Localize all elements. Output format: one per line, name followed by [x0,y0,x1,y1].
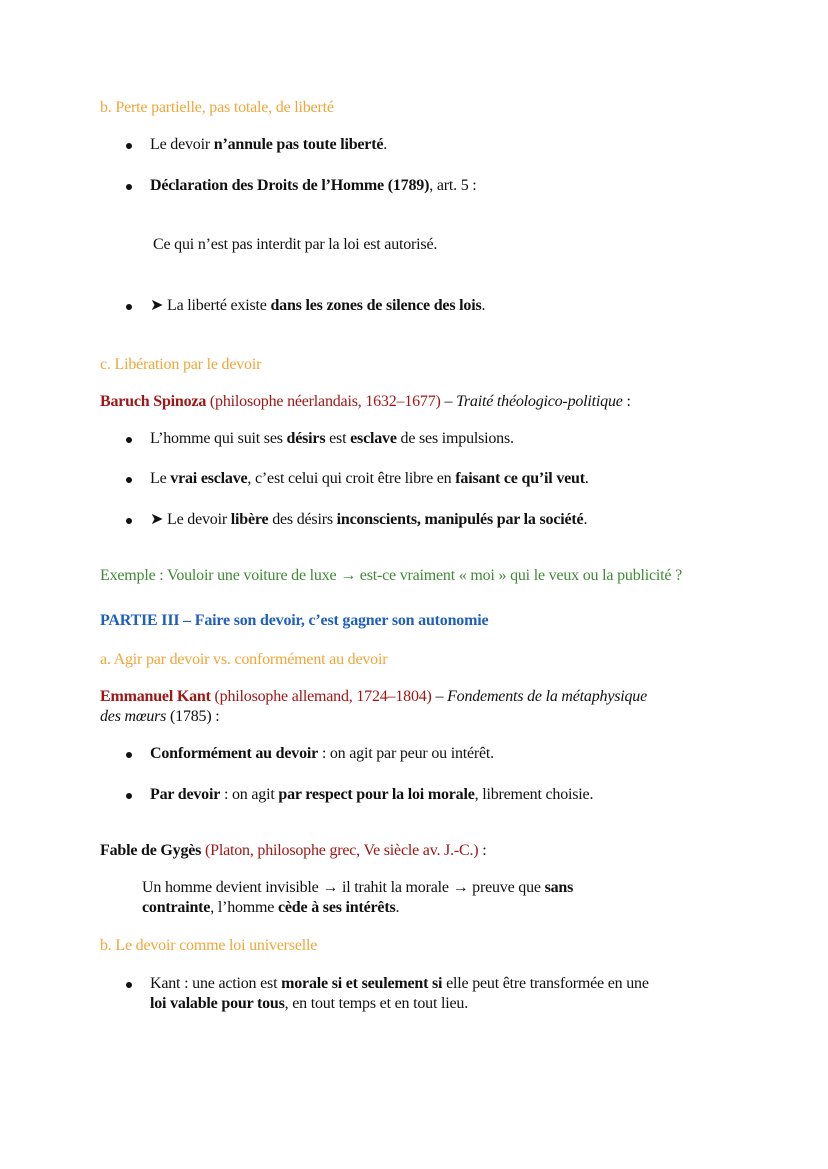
list-item [150,135,387,155]
text: (1785) : [166,708,220,725]
author-line-kant-cont [100,707,220,727]
author-details: (philosophe néerlandais, 1632–1677) [206,393,441,410]
text: . [383,136,388,153]
fable-line [100,841,486,861]
arrow-icon: ➤ [150,297,164,314]
text: , art. 5 : [429,177,477,194]
text: elle peut être transformée en une [442,975,649,992]
text: est [325,430,351,447]
text: – [431,688,448,705]
bullet-icon [126,793,132,799]
list-item [150,510,587,530]
text: , c’est celui qui croit être libre en [247,470,456,487]
bold-text: n’annule pas toute liberté [213,136,384,153]
bold-text: morale si et seulement si [281,975,443,992]
text: , en tout temps et en tout lieu. [284,995,468,1012]
text: : [622,393,631,410]
fable-name: Fable de Gygès [100,842,202,859]
list-item [150,429,514,449]
text: , librement choisie. [474,786,594,803]
author-line-spinoza [100,392,631,412]
text: Un homme devient invisible → il trahit la morale → preuve que [142,879,545,896]
list-item [150,785,593,805]
list-item [150,974,649,994]
bullet-icon [126,437,132,443]
fable-text-line1 [142,878,573,898]
author-name: Emmanuel Kant [100,688,211,705]
text: . [481,297,486,314]
text: : on agit [220,786,279,803]
text: : on agit par peur ou intérêt. [318,745,494,762]
text: des désirs [268,511,337,528]
bold-text: inconscients, manipulés par la société [336,511,584,528]
bold-text: par respect pour la loi morale [278,786,475,803]
bullet-icon [126,184,132,190]
text: Kant : une action est [150,975,282,992]
text: : [478,842,487,859]
author-line-kant [100,687,647,707]
bold-text: désirs [286,430,326,447]
bold-text: sans [544,879,574,896]
text: , l’homme [210,899,278,916]
subheading-agir-par-devoir: a. Agir par devoir vs. conformément au devoir [100,651,388,668]
text: de ses impulsions. [396,430,514,447]
bold-text: contrainte [142,899,211,916]
fable-text-line2 [142,898,399,918]
text: L’homme qui suit ses [150,430,287,447]
text: . [395,899,400,916]
work-title: Traité théologico-politique [456,393,623,410]
bullet-icon [126,518,132,524]
text: . [584,470,589,487]
arrow-icon: ➤ [150,511,164,528]
subheading-loi-universelle: b. Le devoir comme loi universelle [100,937,318,954]
text: Le [150,470,171,487]
bold-text: loi valable pour tous [150,995,285,1012]
text: Le devoir [150,136,214,153]
subheading-liberation: c. Libération par le devoir [100,356,262,373]
bold-text: dans les zones de silence des lois [270,297,482,314]
bullet-icon [126,982,132,988]
bold-text: Conformément au devoir [150,745,319,762]
bold-text: Déclaration des Droits de l’Homme (1789) [150,177,430,194]
bold-text: esclave [350,430,397,447]
work-title: des mœurs [100,708,167,725]
bullet-icon [126,304,132,310]
author-details: (philosophe allemand, 1724–1804) [210,688,432,705]
list-item [150,469,589,489]
work-title: Fondements de la métaphysique [447,688,648,705]
list-item [150,176,477,196]
list-item-cont [150,994,468,1014]
list-item [150,296,485,316]
example-text: Exemple : Vouloir une voiture de luxe → est-ce vraiment « moi » qui le veux ou la publicité ? [100,567,682,584]
part-heading: PARTIE III – Faire son devoir, c’est gagner son autonomie [100,612,489,629]
text: Le devoir [163,511,231,528]
subheading-perte-partielle: b. Perte partielle, pas totale, de liberté [100,99,334,116]
bold-text: faisant ce qu’il veut [455,470,585,487]
list-item [150,744,494,764]
quote-text: Ce qui n’est pas interdit par la loi est autorisé. [153,236,438,253]
bullet-icon [126,752,132,758]
text: La liberté existe [163,297,271,314]
bullet-icon [126,143,132,149]
fable-details: (Platon, philosophe grec, Ve siècle av. J.-C.) [201,842,479,859]
bold-text: libère [230,511,269,528]
author-name: Baruch Spinoza [100,393,207,410]
bold-text: cède à ses intérêts [278,899,396,916]
bold-text: Par devoir [150,786,221,803]
bold-text: vrai esclave [170,470,248,487]
text: – [440,393,457,410]
text: . [583,511,588,528]
bullet-icon [126,477,132,483]
